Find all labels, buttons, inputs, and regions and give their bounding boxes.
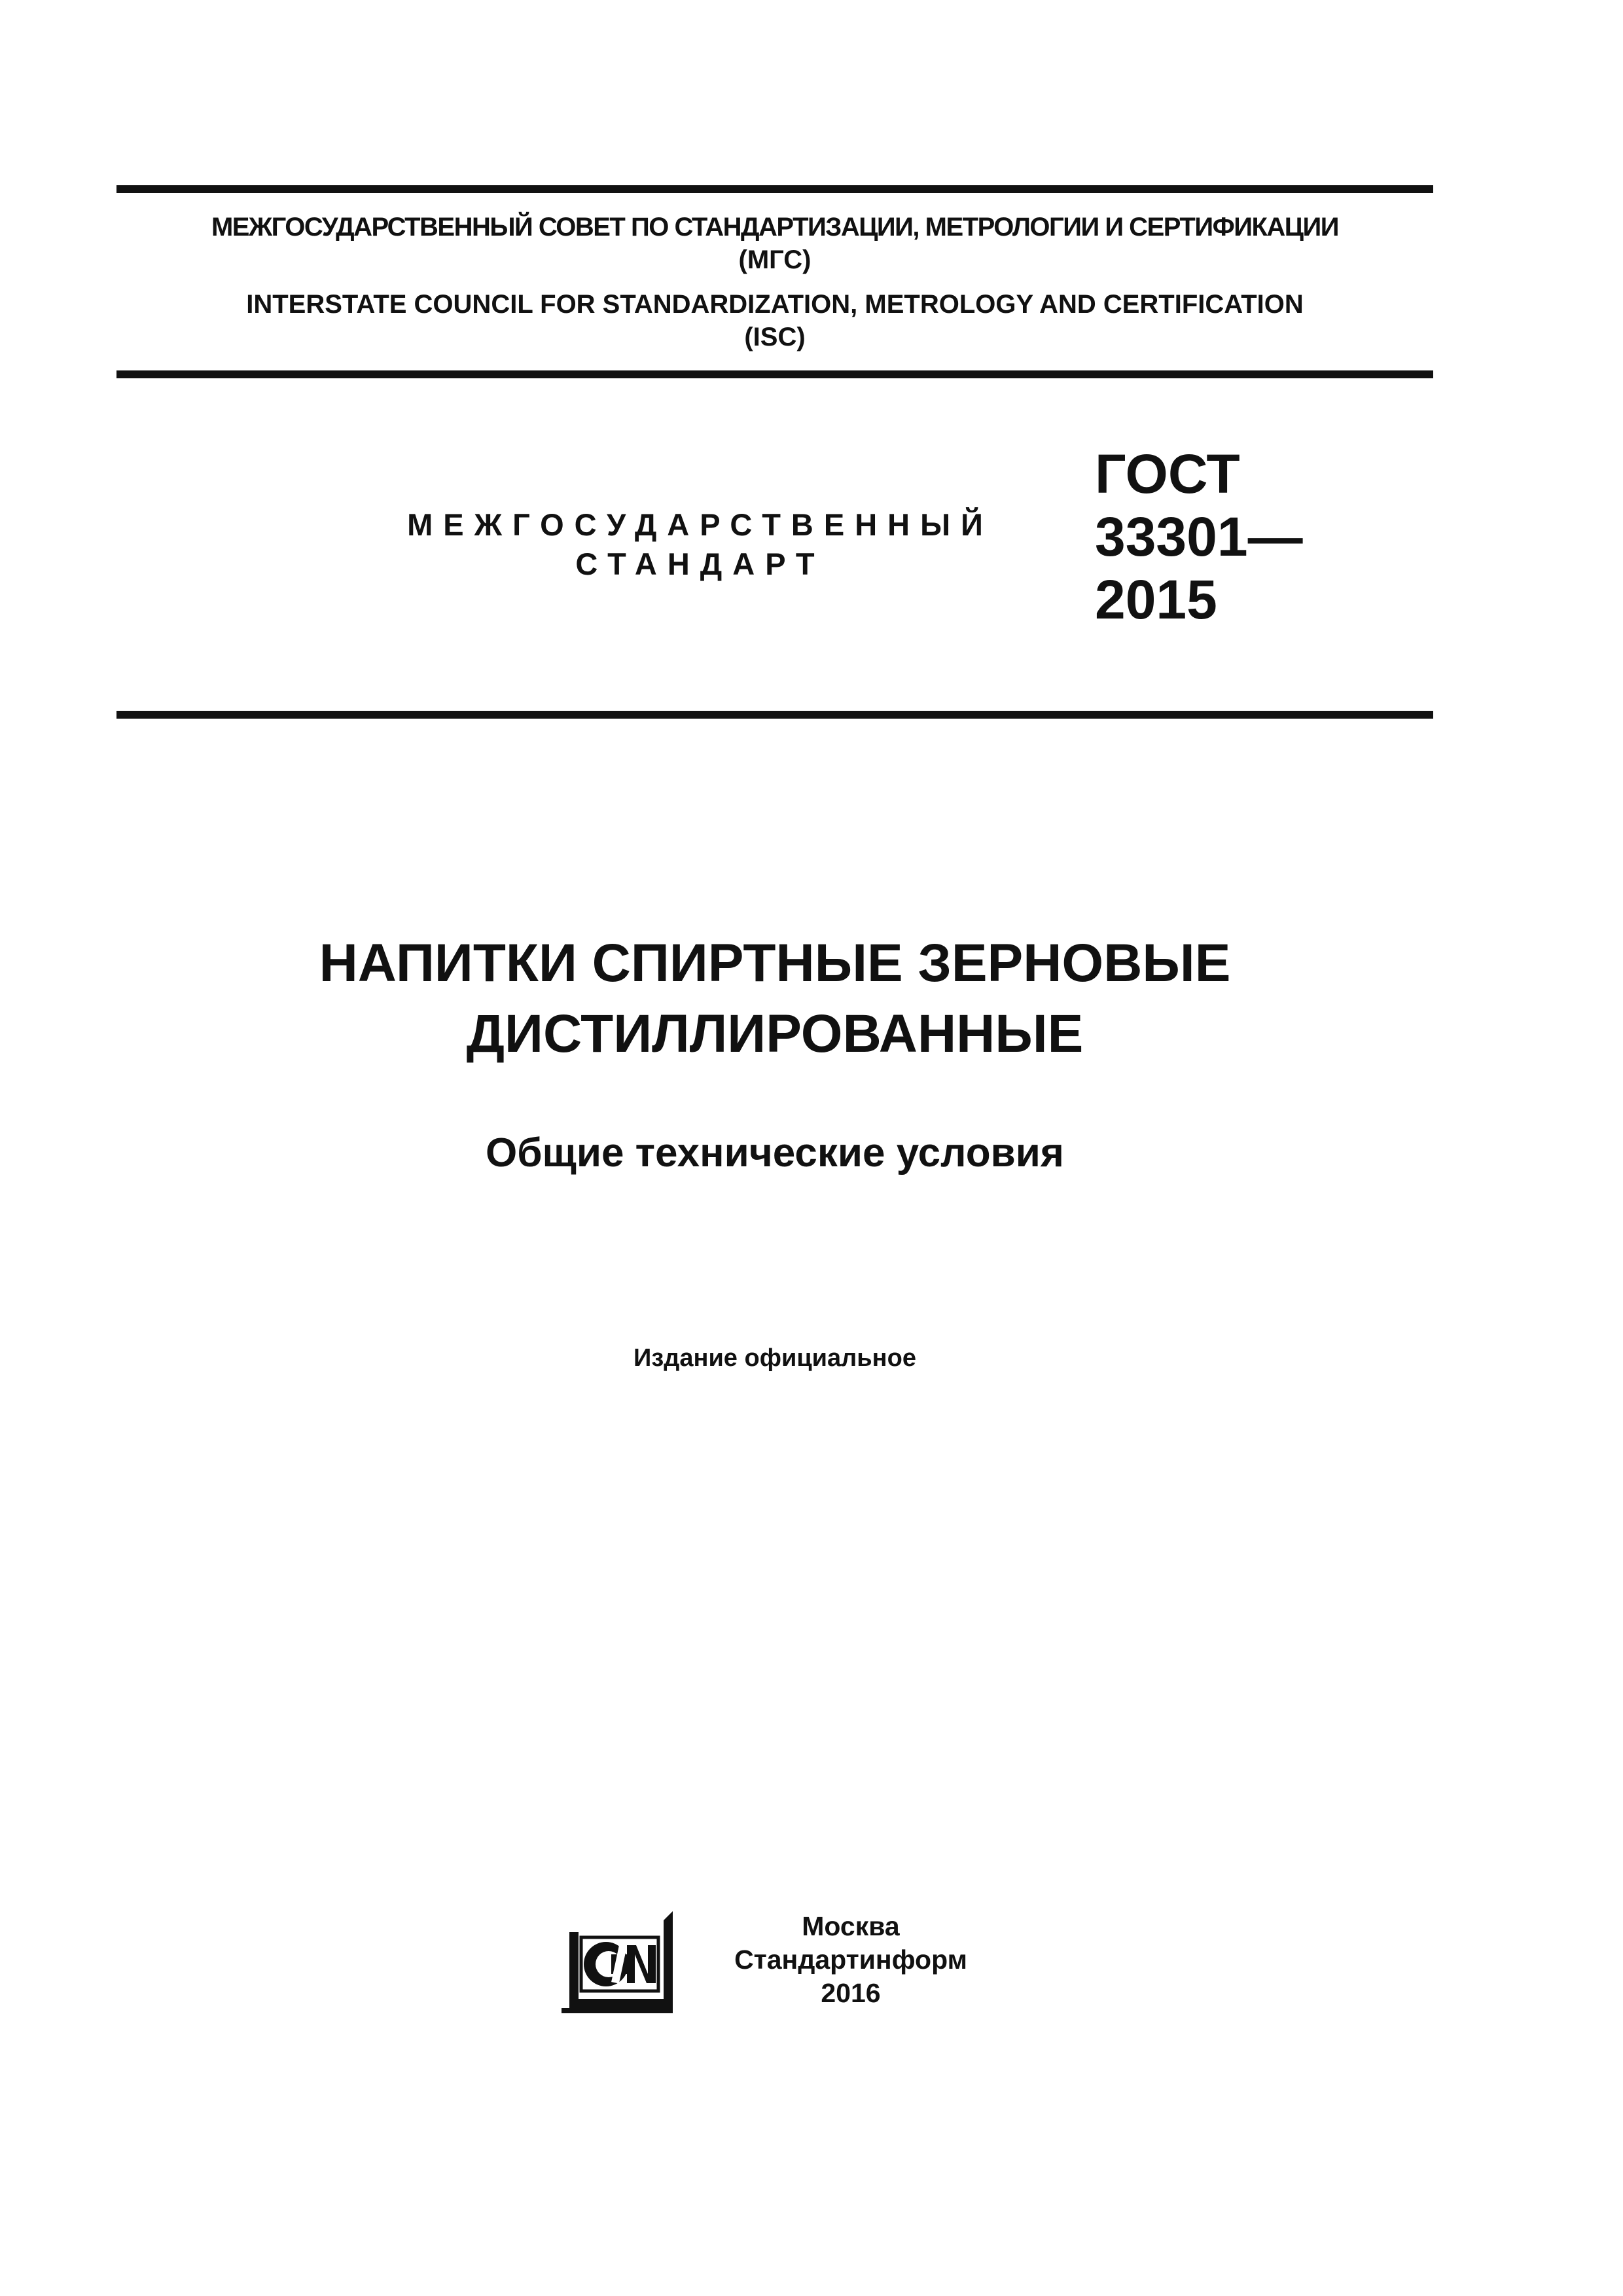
council-ru-name: МЕЖГОСУДАРСТВЕННЫЙ СОВЕТ ПО СТАНДАРТИЗАЦИИ, МЕТРОЛОГИИ И СЕРТИФИКАЦИИ bbox=[211, 213, 1338, 242]
standard-kind-line2: СТАНДАРТ bbox=[575, 547, 825, 581]
edition-note: Издание официальное bbox=[633, 1344, 916, 1372]
publisher-city: Москва bbox=[802, 1911, 900, 1941]
publisher-year: 2016 bbox=[821, 1978, 881, 2008]
council-bottom-rule bbox=[116, 370, 1433, 378]
gost-number: 33301— bbox=[1095, 506, 1303, 567]
council-header bbox=[116, 211, 1433, 353]
standard-kind-line1: МЕЖГОСУДАРСТВЕННЫЙ bbox=[407, 507, 993, 542]
standard-kind bbox=[406, 505, 995, 584]
gost-prefix: ГОСТ bbox=[1095, 443, 1240, 505]
publisher-name: Стандартинформ bbox=[734, 1945, 967, 1975]
gost-year: 2015 bbox=[1095, 569, 1217, 630]
document-subtitle: Общие технические условия bbox=[486, 1130, 1064, 1175]
designation-bottom-rule bbox=[116, 711, 1433, 719]
document-title bbox=[116, 928, 1433, 1069]
standartinform-logo-icon bbox=[562, 1911, 679, 2013]
council-en-name: INTERSTATE COUNCIL FOR STANDARDIZATION, METROLOGY AND CERTIFICATION bbox=[246, 290, 1304, 319]
title-line1: НАПИТКИ СПИРТНЫЕ ЗЕРНОВЫЕ bbox=[319, 933, 1231, 993]
top-rule bbox=[116, 185, 1433, 193]
gost-designation bbox=[1095, 442, 1303, 631]
council-ru-abbr: (МГС) bbox=[738, 245, 812, 274]
publisher-block bbox=[668, 1910, 1034, 2010]
title-line2: ДИСТИЛЛИРОВАННЫЕ bbox=[466, 1004, 1084, 1064]
council-en-abbr: (ISC) bbox=[744, 323, 806, 351]
